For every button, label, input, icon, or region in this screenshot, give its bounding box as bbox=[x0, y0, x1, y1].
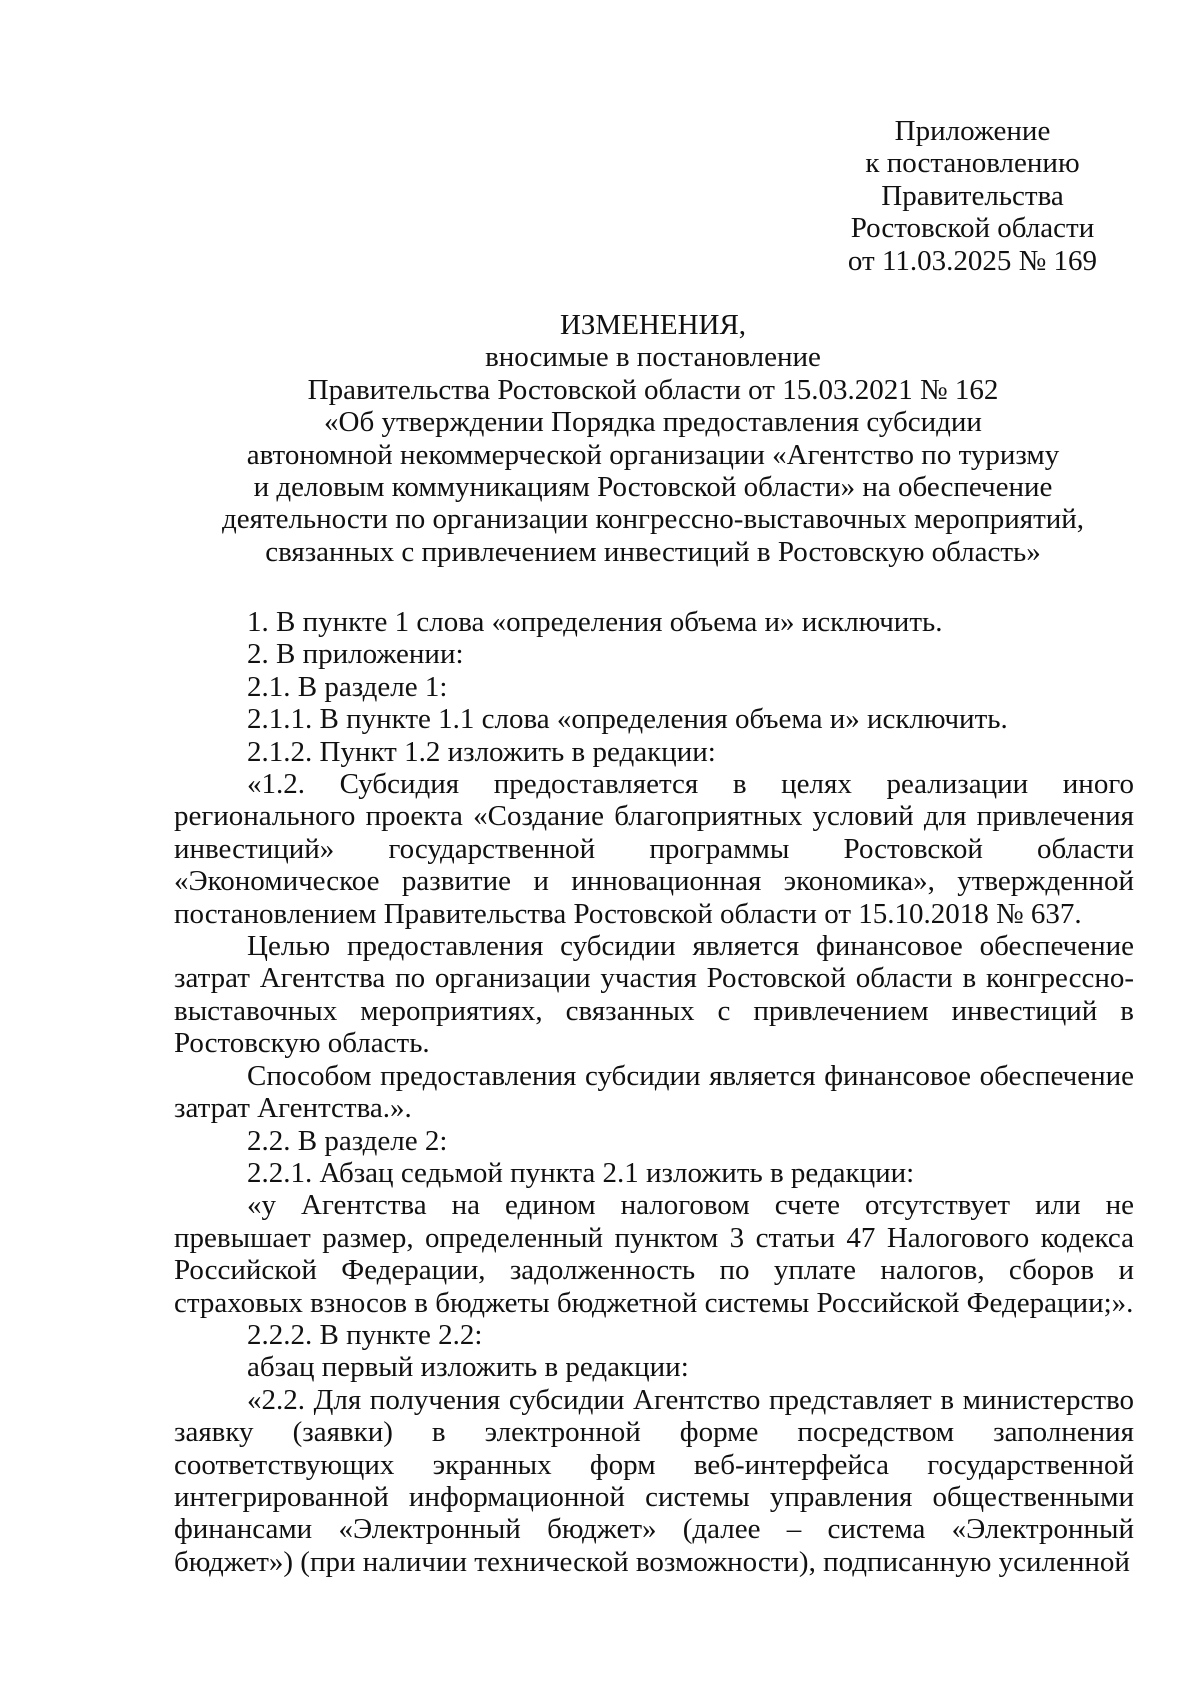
paragraph: «1.2. Субсидия предоставляется в целях реализации иного регионального проекта «Создание благоприятных условий для привлечения инвестиций» государственной программы Ростовской области «Экономическое развитие и инновационная экономика», утвержденной постановлением Правительства Ростовской области от 15.10.2018 № 637. bbox=[174, 768, 1134, 930]
title-line: автономной некоммерческой организации «Агентство по туризму bbox=[246, 438, 1060, 471]
title-line: и деловым коммуникациям Ростовской области» на обеспечение bbox=[253, 471, 1053, 504]
paragraph: абзац первый изложить в редакции: bbox=[247, 1351, 689, 1384]
paragraph: 2.1. В разделе 1: bbox=[247, 670, 448, 703]
paragraph: Способом предоставления субсидии является финансовое обеспечение затрат Агентства.». bbox=[174, 1059, 1134, 1125]
title-line: деятельности по организации конгрессно-выставочных мероприятий, bbox=[221, 503, 1085, 536]
attachment-line: от 11.03.2025 № 169 bbox=[847, 244, 1098, 277]
paragraph: 2.1.2. Пункт 1.2 изложить в редакции: bbox=[247, 735, 716, 768]
title-line: вносимые в постановление bbox=[485, 341, 821, 374]
title-line: связанных с привлечением инвестиций в Ростовскую область» bbox=[265, 535, 1041, 568]
attachment-line: Приложение bbox=[894, 115, 1051, 147]
paragraph: 2.2. В разделе 2: bbox=[247, 1124, 448, 1157]
title-line: Правительства Ростовской области от 15.03.2021 № 162 bbox=[307, 373, 999, 406]
paragraph: 1. В пункте 1 слова «определения объема и» исключить. bbox=[247, 606, 943, 638]
attachment-line: к постановлению bbox=[865, 147, 1080, 180]
paragraph: «2.2. Для получения субсидии Агентство представляет в министерство заявку (заявки) в электронной форме посредством заполнения соответствующих экранных форм веб-интерфейса государственной интегрированной информационной системы управления общественными финансами «Электронный бюджет» (далее – система «Электронный бюджет») (при наличии технической возможности), подписанную усиленной bbox=[174, 1383, 1134, 1578]
document-body bbox=[174, 606, 1134, 1578]
title-heading: ИЗМЕНЕНИЯ, bbox=[559, 309, 747, 341]
paragraph: Целью предоставления субсидии является финансовое обеспечение затрат Агентства по организации участия Ростовской области в конгрессно-выставочных мероприятиях, связанных с привлечением инвестиций в Ростовскую область. bbox=[174, 930, 1134, 1060]
paragraph: «у Агентства на едином налоговом счете отсутствует или не превышает размер, определенный пунктом 3 статьи 47 Налогового кодекса Российской Федерации, задолженность по уплате налогов, сборов и страховых взносов в бюджеты бюджетной системы Российской Федерации;». bbox=[174, 1189, 1134, 1319]
paragraph: 2.2.2. В пункте 2.2: bbox=[247, 1318, 483, 1351]
paragraph: 2.1.1. В пункте 1.1 слова «определения объема и» исключить. bbox=[247, 703, 1008, 736]
paragraph: 2.2.1. Абзац седьмой пункта 2.1 изложить в редакции: bbox=[247, 1156, 915, 1189]
attachment-stamp bbox=[820, 115, 1125, 277]
attachment-line: Правительства bbox=[881, 179, 1064, 212]
title-line: «Об утверждении Порядка предоставления субсидии bbox=[324, 406, 982, 439]
paragraph: 2. В приложении: bbox=[247, 638, 464, 671]
document-title bbox=[173, 309, 1133, 568]
attachment-line: Ростовской области bbox=[850, 212, 1095, 245]
